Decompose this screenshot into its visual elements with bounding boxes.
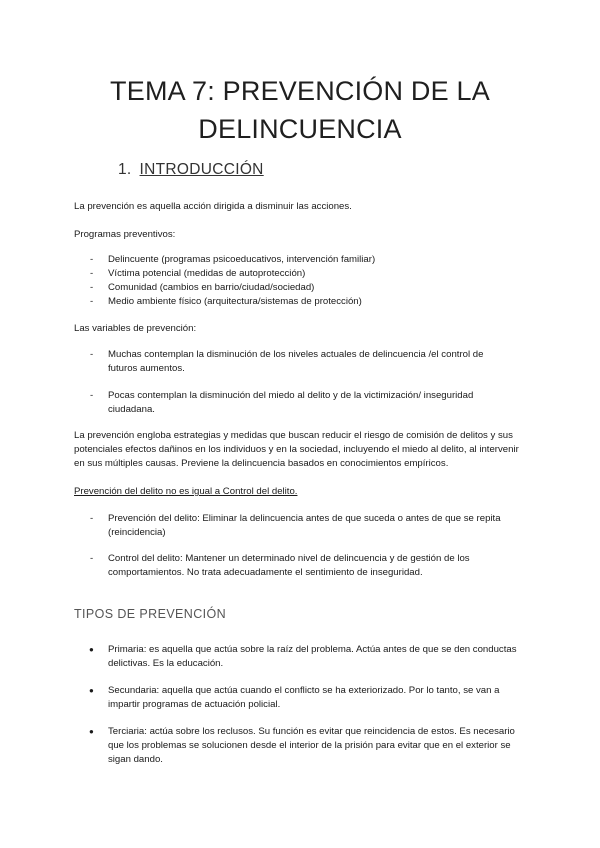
list-item: - Pocas contemplan la disminución del miedo al delito y de la victimización/ inseguridad ciudadana. <box>90 390 474 415</box>
list-item: - Control del delito: Mantener un determinado nivel de delincuencia y de gestión de los comportamientos. No trata adecuadamente el sentimiento de inseguridad. <box>90 553 470 578</box>
section-number: 1. <box>118 161 132 178</box>
variables-list-2 <box>74 389 514 417</box>
variables-label: Las variables de prevención: <box>74 323 197 334</box>
types-list-3 <box>74 725 526 767</box>
list-item: - Delincuente (programas psicoeducativos, intervención familiar) <box>90 254 376 265</box>
list-item: - Medio ambiente físico (arquitectura/sistemas de protección) <box>90 296 362 307</box>
document-title <box>0 72 600 148</box>
variables-list <box>74 348 514 376</box>
bullet-icon: ● <box>89 645 94 654</box>
programs-label: Programas preventivos: <box>74 229 176 240</box>
distinction-heading: Prevención del delito no es igual a Control del delito. <box>74 486 298 497</box>
bullet-icon: ● <box>89 686 94 695</box>
title-line-1: TEMA 7: PREVENCIÓN DE LA <box>110 76 490 106</box>
section-heading-introduccion <box>118 161 264 179</box>
list-item: - Muchas contemplan la disminución de los niveles actuales de delincuencia /el control de futuros aumentos. <box>90 349 484 374</box>
distinction-list-2 <box>74 552 514 580</box>
programs-list <box>74 253 524 309</box>
strategy-paragraph: La prevención engloba estrategias y medidas que buscan reducir el riesgo de comisión de delitos y sus potenciales efectos dañinos en los individuos y en la sociedad, incluyendo el miedo al delito, al intervenir en sus múltiples causas. Previene la delincuencia basados en conocimientos empíricos. <box>74 430 519 469</box>
bullet-icon: ● <box>89 727 94 736</box>
intro-paragraph: La prevención es aquella acción dirigida a disminuir las acciones. <box>74 201 352 212</box>
list-item: ● Terciaria: actúa sobre los reclusos. Su función es evitar que reincidencia de estos. Es necesario que los problemas se solucionen desde el interior de la prisión para evitar que en el exterior se sigan dando. <box>89 726 515 765</box>
list-item: - Víctima potencial (medidas de autoprotección) <box>90 268 306 279</box>
list-item: ● Primaria: es aquella que actúa sobre la raíz del problema. Actúa antes de que se den conductas delictivas. Es la educación. <box>89 644 517 669</box>
section-title: INTRODUCCIÓN <box>139 161 264 178</box>
list-item: - Comunidad (cambios en barrio/ciudad/sociedad) <box>90 282 315 293</box>
list-item: - Prevención del delito: Eliminar la delincuencia antes de que suceda o antes de que se repita (reincidencia) <box>90 513 501 538</box>
section-heading-tipos: TIPOS DE PREVENCIÓN <box>74 607 227 621</box>
types-list-2 <box>74 684 526 712</box>
title-line-2: DELINCUENCIA <box>198 114 402 144</box>
list-item: ● Secundaria: aquella que actúa cuando el conflicto se ha exteriorizado. Por lo tanto, se van a impartir programas de actuación policial. <box>89 685 500 710</box>
types-list <box>74 643 526 671</box>
distinction-list <box>74 512 514 540</box>
